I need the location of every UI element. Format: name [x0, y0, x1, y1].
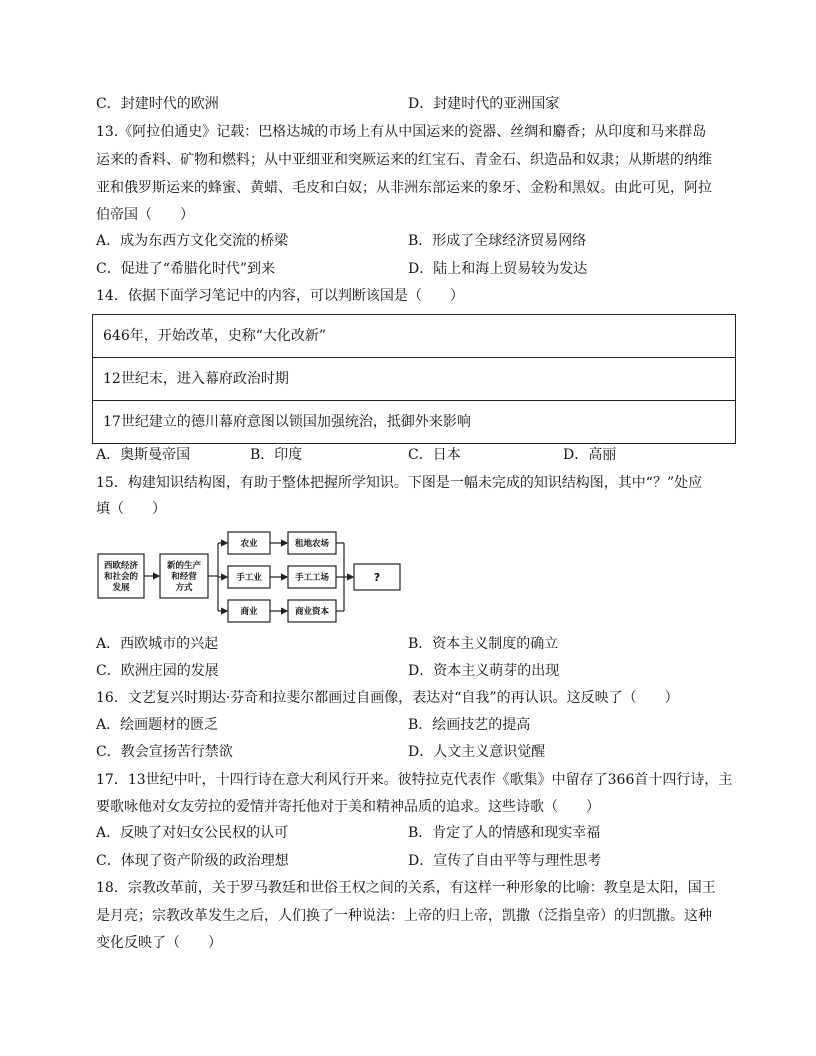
q15-option-b: B．资本主义制度的确立	[408, 636, 559, 652]
q17-stem-line-1: 17．13世纪中叶，十四行诗在意大利风行开来。彼特拉克代表作《歌集》中留存了366首十四行诗，主	[96, 772, 733, 788]
q14-option-c: C．日本	[408, 447, 461, 463]
q15-option-d: D．资本主义萌芽的出现	[408, 663, 560, 679]
q13-stem-line-1: 13.《阿拉伯通史》记载：巴格达城的市场上有从中国运来的瓷器、丝绸和麝香；从印度和马来群岛	[96, 124, 707, 140]
q17-option-a: A．反映了对妇女公民权的认可	[96, 825, 289, 841]
study-notes-table	[92, 314, 736, 444]
diagram-root-text: 和社会的	[103, 572, 139, 582]
prev-option-c: C．封建时代的欧洲	[96, 96, 219, 112]
q13-stem-line-2: 运来的香料、矿物和燃料；从中亚细亚和突厥运来的红宝石、青金石、织造品和奴隶；从斯堪的纳维	[96, 152, 712, 168]
q15-stem-line-1: 15．构建知识结构图，有助于整体把握所学知识。下图是一幅未完成的知识结构图，其中“？”处应	[96, 475, 703, 491]
note-row: 12世纪末，进入幕府政治时期	[93, 358, 736, 401]
q16-option-a: A．绘画题材的匮乏	[96, 717, 219, 733]
q16-stem: 16．文艺复兴时期达·芬奇和拉斐尔都画过自画像，表达对“自我”的再认识。这反映了（ ）	[96, 690, 679, 706]
q15-stem-line-2: 填（ ）	[96, 501, 166, 517]
diagram-root-text: 发展	[112, 583, 130, 593]
q16-option-b: B．绘画技艺的提高	[408, 717, 531, 733]
q13-option-c: C．促进了“希腊化时代”到来	[96, 261, 276, 277]
diagram-sector-text: 商业	[240, 607, 258, 617]
q18-stem-line-3: 变化反映了（ ）	[96, 935, 222, 951]
knowledge-structure-diagram	[96, 528, 406, 628]
note-row: 17世纪建立的德川幕府意图以锁国加强统治，抵御外来影响	[93, 401, 736, 444]
q15-option-c: C．欧洲庄园的发展	[96, 663, 219, 679]
q17-option-b: B．肯定了人的情感和现实幸福	[408, 825, 601, 841]
diagram-sector-text: 农业	[240, 539, 258, 549]
q17-option-c: C．体现了资产阶级的政治理想	[96, 853, 289, 869]
q13-stem-line-4: 伯帝国（ ）	[96, 207, 194, 223]
diagram-root-text: 西欧经济	[103, 561, 139, 571]
q16-option-c: C．教会宣扬苦行禁欲	[96, 744, 233, 760]
q14-stem: 14．依据下面学习笔记中的内容，可以判断该国是（ ）	[96, 288, 464, 304]
q16-option-d: D．人文主义意识觉醒	[408, 744, 546, 760]
diagram-result-text: ?	[373, 571, 381, 584]
diagram-mid-text: 新的生产	[166, 561, 202, 571]
prev-option-d: D．封建时代的亚洲国家	[408, 96, 560, 112]
q13-option-d: D．陆上和海上贸易较为发达	[408, 261, 588, 277]
q14-option-a: A．奥斯曼帝国	[96, 447, 191, 463]
q14-option-d: D．高丽	[563, 447, 617, 463]
note-row: 646年，开始改革，史称“大化改新”	[93, 315, 736, 358]
diagram-form-text: 商业资本	[294, 607, 330, 617]
q13-option-b: B．形成了全球经济贸易网络	[408, 233, 587, 249]
q18-stem-line-2: 是月亮；宗教改革发生之后，人们换了一种说法：上帝的归上帝，凯撒（泛指皇帝）的归凯撒。这种	[96, 908, 712, 924]
diagram-sector-text: 手工业	[236, 573, 262, 583]
diagram-form-text: 手工工场	[294, 573, 330, 583]
diagram-form-text: 租地农场	[294, 539, 330, 549]
q15-option-a: A．西欧城市的兴起	[96, 636, 219, 652]
q13-option-a: A．成为东西方文化交流的桥梁	[96, 233, 289, 249]
q17-option-d: D．宣传了自由平等与理性思考	[408, 853, 602, 869]
q18-stem-line-1: 18．宗教改革前，关于罗马教廷和世俗王权之间的关系，有这样一种形象的比喻：教皇是太阳，国王	[96, 880, 716, 896]
q17-stem-line-2: 要歌咏他对女友劳拉的爱情并寄托他对于美和精神品质的追求。这些诗歌（ ）	[96, 799, 600, 815]
diagram-mid-text: 和经营	[171, 572, 197, 582]
diagram-mid-text: 方式	[175, 583, 193, 593]
q14-option-b: B．印度	[250, 447, 303, 463]
q13-stem-line-3: 亚和俄罗斯运来的蜂蜜、黄蜡、毛皮和白奴；从非洲东部运来的象牙、金粉和黑奴。由此可见，阿拉	[96, 180, 712, 196]
